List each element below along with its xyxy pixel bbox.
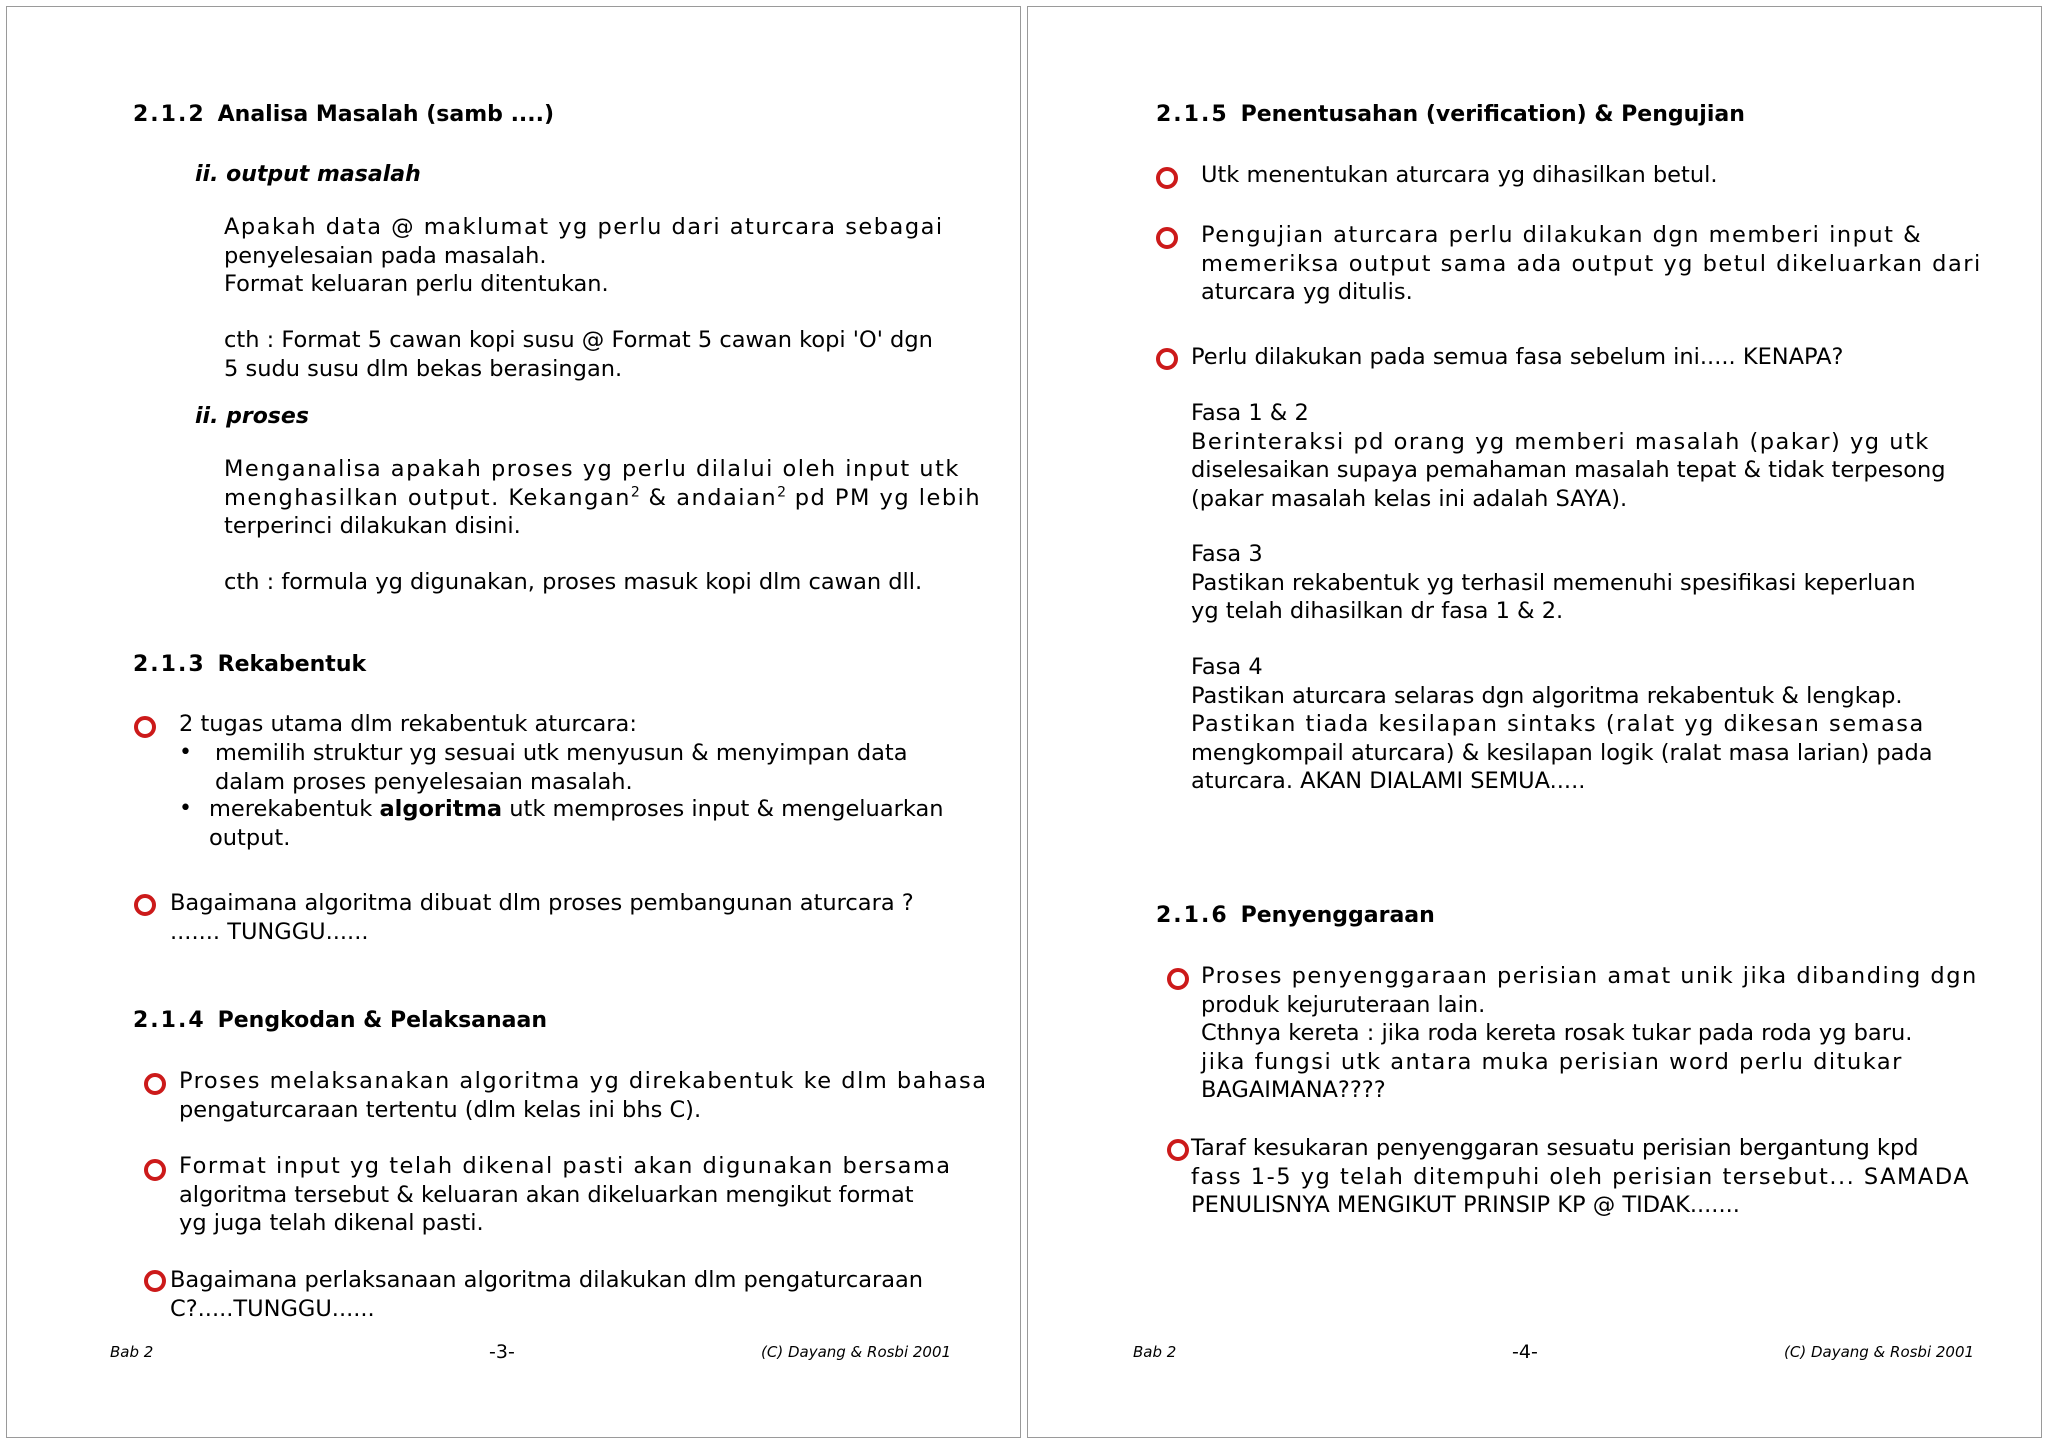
pengkodan-item	[179, 1152, 952, 1238]
text-line: mengkompail aturcara) & kesilapan logik (ralat masa larian) pada	[1191, 739, 1933, 766]
rekabentuk-question	[170, 889, 914, 946]
text-line: 5 sudu susu dlm bekas berasingan.	[224, 355, 623, 382]
heading-2-1-6	[1156, 902, 1435, 930]
section-number: 2.1.3	[133, 652, 206, 677]
circle-bullet-icon	[144, 1159, 166, 1181]
text-line: Menganalisa apakah proses yg perlu dilalui oleh input utk	[224, 456, 960, 482]
page-number: -4-	[1512, 1341, 1538, 1363]
text-span: utk memproses input & mengeluarkan	[502, 796, 944, 822]
bullet-dot-icon: •	[179, 796, 192, 821]
text-line: memeriksa output sama ada output yg betul dikeluarkan dari	[1201, 250, 1982, 277]
text-span: menghasilkan output. Kekangan	[224, 484, 631, 511]
penyenggaraan-item	[1201, 962, 1978, 1105]
text-line: yg juga telah dikenal pasti.	[179, 1210, 484, 1236]
circle-bullet-icon	[134, 716, 156, 738]
text-span: pd PM yg lebih	[786, 484, 982, 511]
pengkodan-item	[179, 1067, 988, 1124]
text-line: Proses penyenggaraan perisian amat unik jika dibanding dgn	[1201, 963, 1978, 989]
text-span: merekabentuk	[209, 796, 380, 822]
circle-bullet-icon	[1167, 1139, 1189, 1161]
verification-item	[1201, 221, 1982, 307]
text-line: Pastikan aturcara selaras dgn algoritma rekabentuk & lengkap.	[1191, 682, 1903, 709]
text-line: Berinteraksi pd orang yg memberi masalah (pakar) yg utk	[1191, 428, 1930, 455]
output-example	[224, 326, 933, 383]
text-line: Pastikan rekabentuk yg terhasil memenuhi spesifikasi keperluan	[1191, 569, 1916, 596]
section-title: Penentusahan (verification) & Pengujian	[1240, 102, 1745, 127]
output-paragraph	[224, 213, 944, 299]
circle-bullet-icon	[1156, 227, 1178, 249]
subheading-proses: ii. proses	[195, 404, 309, 429]
fasa-3-block	[1191, 540, 1916, 626]
text-line: penyelesaian pada masalah.	[224, 242, 547, 269]
section-number: 2.1.4	[133, 1008, 206, 1033]
page-number: -3-	[489, 1341, 515, 1363]
circle-bullet-icon	[134, 894, 156, 916]
circle-bullet-icon	[1167, 968, 1189, 990]
bold-term: algoritma	[379, 796, 503, 822]
footer-copyright: (C) Dayang & Rosbi 2001	[761, 1343, 952, 1361]
text-line: Fasa 1 & 2	[1191, 400, 1309, 426]
text-line: produk kejuruteraan lain.	[1201, 991, 1486, 1018]
rekabentuk-subitem	[215, 739, 908, 796]
heading-2-1-2	[133, 101, 554, 129]
heading-2-1-5	[1156, 101, 1745, 129]
section-title: Pengkodan & Pelaksanaan	[217, 1008, 548, 1033]
section-title: Rekabentuk	[217, 652, 367, 677]
text-line: cth : Format 5 cawan kopi susu @ Format 5 cawan kopi 'O' dgn	[224, 327, 933, 353]
text-line: diselesaikan supaya pemahaman masalah tepat & tidak terpesong	[1191, 457, 1946, 483]
text-line: aturcara. AKAN DIALAMI SEMUA.....	[1191, 768, 1586, 794]
text-span: & andaian	[639, 484, 778, 511]
section-number: 2.1.2	[133, 102, 206, 127]
rekabentuk-subitem	[209, 795, 944, 852]
circle-bullet-icon	[1156, 167, 1178, 189]
footer-chapter: Bab 2	[110, 1343, 154, 1361]
subheading-output: ii. output masalah	[195, 162, 421, 187]
proses-paragraph	[224, 455, 981, 541]
footer-copyright: (C) Dayang & Rosbi 2001	[1784, 1343, 1975, 1361]
text-line: Proses melaksanakan algoritma yg direkabentuk ke dlm bahasa	[179, 1068, 988, 1094]
page-left	[6, 6, 1021, 1438]
verification-item: Utk menentukan aturcara yg dihasilkan betul.	[1201, 162, 1718, 188]
superscript: 2	[630, 484, 640, 500]
text-line: terperinci dilakukan disini.	[224, 513, 521, 539]
text-line: yg telah dihasilkan dr fasa 1 & 2.	[1191, 598, 1564, 624]
text-line: dalam proses penyelesaian masalah.	[215, 768, 633, 795]
text-line: BAGAIMANA????	[1201, 1077, 1386, 1103]
text-line: PENULISNYA MENGIKUT PRINSIP KP @ TIDAK.......	[1191, 1192, 1740, 1218]
section-title: Analisa Masalah (samb ....)	[217, 102, 555, 127]
text-line: Taraf kesukaran penyenggaran sesuatu perisian bergantung kpd	[1191, 1135, 1919, 1161]
text-line: Pengujian aturcara perlu dilakukan dgn memberi input &	[1201, 222, 1923, 248]
text-line: Format input yg telah dikenal pasti akan digunakan bersama	[179, 1153, 952, 1179]
text-line: Fasa 3	[1191, 541, 1263, 567]
circle-bullet-icon	[1156, 348, 1178, 370]
section-title: Penyenggaraan	[1240, 903, 1435, 928]
text-line: algoritma tersebut & keluaran akan dikeluarkan mengikut format	[179, 1181, 914, 1208]
text-line: Bagaimana perlaksanaan algoritma dilakukan dlm pengaturcaraan	[170, 1267, 924, 1293]
section-number: 2.1.6	[1156, 903, 1229, 928]
heading-2-1-4	[133, 1007, 547, 1035]
circle-bullet-icon	[144, 1270, 166, 1292]
section-number: 2.1.5	[1156, 102, 1229, 127]
page-right	[1027, 6, 2042, 1438]
text-line: Fasa 4	[1191, 654, 1263, 680]
text-line: Cthnya kereta : jika roda kereta rosak tukar pada roda yg baru.	[1201, 1020, 1913, 1046]
fasa-4-block	[1191, 653, 1933, 796]
fasa-1-2-block	[1191, 399, 1946, 513]
text-line: Pastikan tiada kesilapan sintaks (ralat yg dikesan semasa	[1191, 711, 1925, 737]
text-line: jika fungsi utk antara muka perisian word perlu ditukar	[1201, 1048, 1903, 1075]
heading-2-1-3	[133, 651, 366, 679]
text-line: fass 1-5 yg telah ditempuhi oleh perisian tersebut... SAMADA	[1191, 1163, 1971, 1190]
verification-item: Perlu dilakukan pada semua fasa sebelum ini..... KENAPA?	[1191, 344, 1844, 370]
superscript: 2	[777, 484, 787, 500]
rekabentuk-item: 2 tugas utama dlm rekabentuk aturcara:	[179, 711, 637, 737]
text-line: C?.....TUNGGU......	[170, 1295, 375, 1322]
text-line: (pakar masalah kelas ini adalah SAYA).	[1191, 485, 1628, 512]
text-line: ....... TUNGGU......	[170, 918, 369, 945]
text-line: Bagaimana algoritma dibuat dlm proses pembangunan aturcara ?	[170, 890, 914, 916]
proses-example: cth : formula yg digunakan, proses masuk kopi dlm cawan dll.	[224, 569, 923, 595]
text-line: Format keluaran perlu ditentukan.	[224, 271, 609, 297]
pengkodan-question	[170, 1266, 923, 1323]
bullet-dot-icon: •	[179, 740, 192, 765]
footer-chapter: Bab 2	[1133, 1343, 1177, 1361]
text-line: aturcara yg ditulis.	[1201, 279, 1413, 305]
text-line: output.	[209, 824, 291, 851]
text-line: pengaturcaraan tertentu (dlm kelas ini bhs C).	[179, 1096, 702, 1123]
circle-bullet-icon	[144, 1073, 166, 1095]
text-line: Apakah data @ maklumat yg perlu dari aturcara sebagai	[224, 214, 944, 240]
text-line: memilih struktur yg sesuai utk menyusun & menyimpan data	[215, 740, 908, 766]
penyenggaraan-item	[1191, 1134, 1970, 1220]
